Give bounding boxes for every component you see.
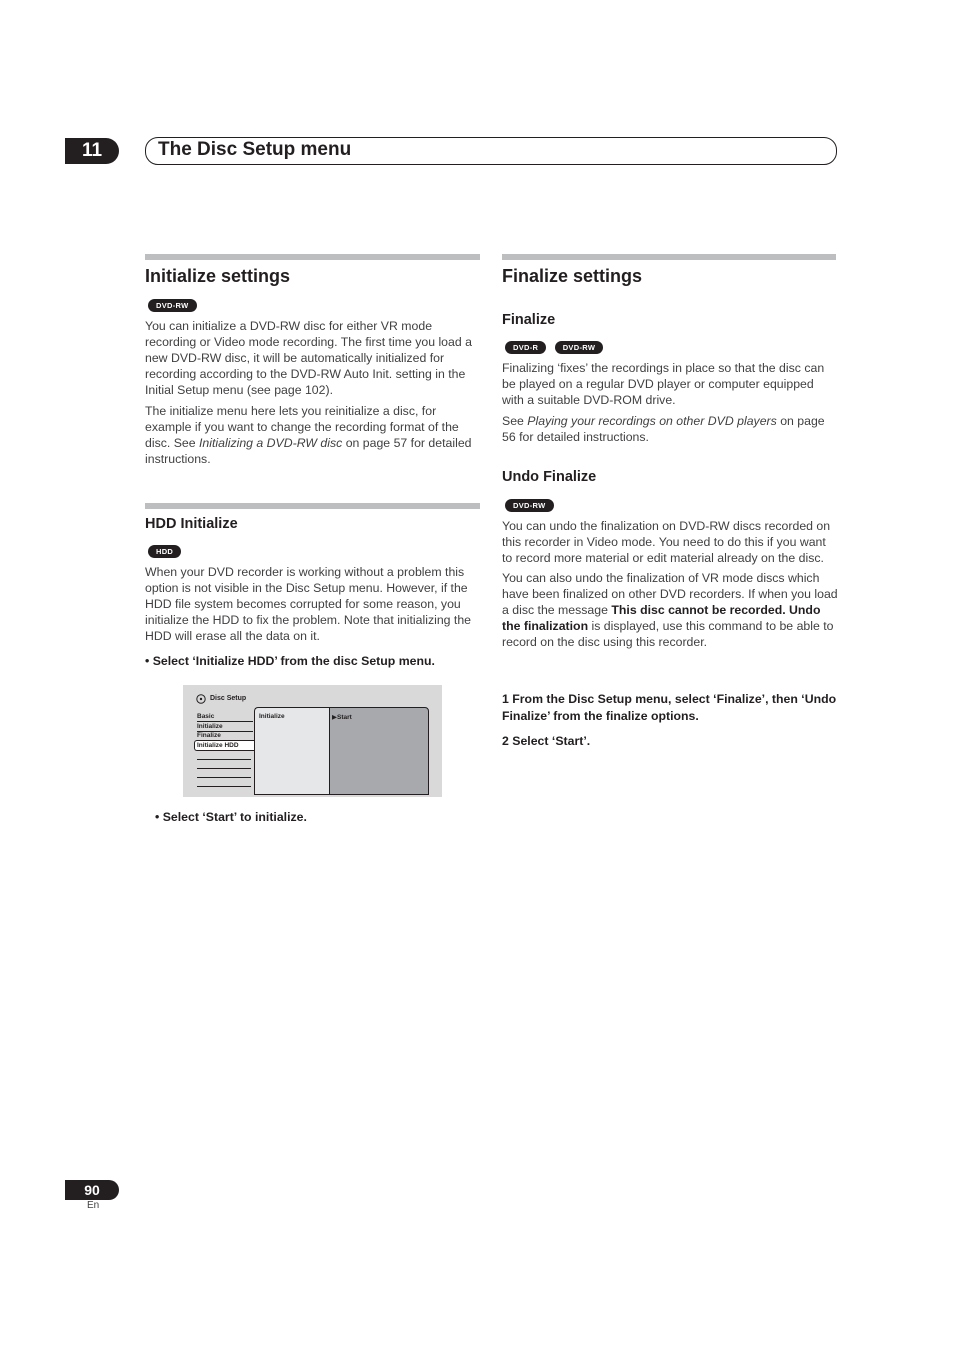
format-badge-row [505,337,603,355]
dvd-rw-badge: DVD-RW [555,341,604,354]
initialize-paragraph-1: You can initialize a DVD-RW disc for either VR mode recording or Video mode recording. The first time you load a new DVD-RW disc, it will be automatically initialized for recording according to the DVD-RW Auto Init. setting in the Initial Setup menu (see page 102). [145,319,472,397]
finalize-paragraph-2: See Playing your recordings on other DVD players on page 56 for detailed instructions. [502,414,825,444]
section-heading-initialize: Initialize settings [145,266,291,286]
language-label: En [87,1200,100,1211]
format-badge-row [148,541,181,559]
option-start: ▶Start [332,714,352,721]
menu-line [197,768,251,769]
screen-title: Disc Setup [210,695,247,702]
hdd-badge: HDD [148,545,181,558]
section-rule [502,254,836,260]
hdd-paragraph: When your DVD recorder is working without a problem this option is not visible in the Disc Setup menu. However, if the HDD file system becomes corrupted for some reason, you initialize the HDD to fix the problem. Note that initializing the HDD will erase all the data on it. [145,565,472,643]
panel-label-initialize: Initialize [259,713,285,720]
hdd-body [145,564,482,644]
dvd-rw-badge: DVD-RW [148,299,197,312]
subheading-finalize: Finalize [502,312,556,328]
screen-menu [197,712,255,792]
subheading-undo-finalize: Undo Finalize [502,469,597,485]
menu-item-initialize: Initialize [197,722,253,732]
play-arrow-icon: ▶ [332,714,337,721]
page-number: 90 [65,1180,119,1200]
subheading-hdd-initialize: HDD Initialize [145,516,238,532]
screen-panel-right [329,707,429,795]
menu-line [197,786,251,787]
chapter-title: The Disc Setup menu [158,139,352,160]
menu-item-finalize: Finalize [197,731,253,741]
section-rule [145,503,480,509]
format-badge-row [505,495,554,513]
hdd-step-1: • Select ‘Initialize HDD’ from the disc Setup menu. [145,654,435,668]
undo-paragraph-1: You can undo the finalization on DVD-RW discs recorded on this recorder in Video mode. You need to do this if you want to record more material or edit material already on the disc. [502,519,831,565]
screen-panel-middle [254,707,331,795]
undo-paragraph-2: You can also undo the finalization of VR mode discs which have been finalized on other DVD recorders. If when you load a disc the message This disc cannot be recorded. Undo the finalization is displayed, use this command to be able to record on the disc using this recorder. [502,571,838,649]
dvd-rw-badge: DVD-RW [505,499,554,512]
disc-setup-screen [183,685,442,797]
menu-item-initialize-hdd: Initialize HDD [194,740,257,751]
initialize-paragraph-2: The initialize menu here lets you reinitialize a disc, for example if you want to change the recording format of the disc. See Initializing a DVD-RW disc on page 57 for detailed instructions. [145,404,472,466]
undo-step-2: 2 Select ‘Start’. [502,734,591,748]
section-heading-finalize: Finalize settings [502,266,643,286]
menu-item-basic: Basic [197,712,253,722]
finalize-body [502,360,838,445]
disc-setup-icon [196,694,206,704]
dvd-r-badge: DVD-R [505,341,546,354]
format-badge-row [148,295,197,313]
undo-step-1: 1 From the Disc Setup menu, select ‘Finalize’, then ‘Undo Finalize’ from the finalize options. [502,692,837,723]
undo-body [502,518,838,650]
initialize-body [145,318,480,467]
menu-line [197,759,251,760]
hdd-step-2: • Select ‘Start’ to initialize. [155,810,307,824]
menu-line [197,777,251,778]
finalize-paragraph-1: Finalizing ‘fixes’ the recordings in place so that the disc can be played on a regular DVD player or computer equipped with a suitable DVD-ROM drive. [502,361,825,407]
section-rule [145,254,480,260]
chapter-number: 11 [65,138,119,164]
